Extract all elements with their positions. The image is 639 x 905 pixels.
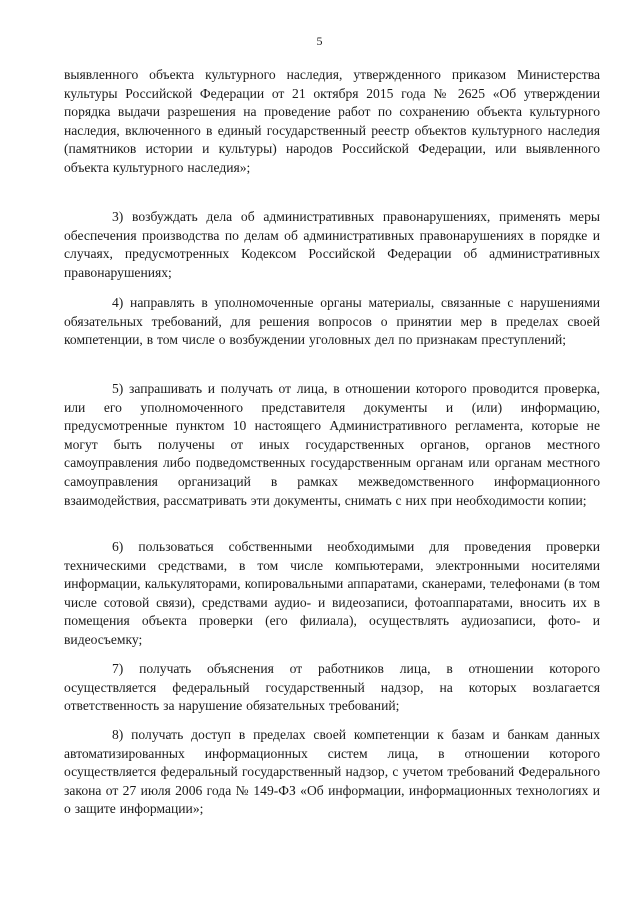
paragraph-item-7: 7) получать объяснения от работников лица, в отношении которого осуществляется федеральный государственный надзор, на которых возлагается ответственность за нарушение обязательных требований; — [64, 661, 600, 714]
paragraph-item-5: 5) запрашивать и получать от лица, в отношении которого проводится проверка, или его уполномоченного представителя документы и (или) информацию, предусмотренные пунктом 10 настоящего Административного регламента, которые не могут быть получены от иных государственных органов, органов местного самоуправления либо подведомственных государственным органам или органам местного самоуправления организаций в рамках межведомственного информационного взаимодействия, рассматривать эти документы, снимать с них при необходимости копии; — [64, 381, 600, 508]
paragraph-item-6: 6) пользоваться собственными необходимыми для проведения проверки техническими средствами, в том числе компьютерами, электронными носителями информации, калькуляторами, копировальными аппаратами, сканерами, телефонами (в том числе сотовой связи), средствами аудио- и видеозаписи, фотоаппаратами, вносить их в помещения объекта проверки (его филиала), осуществлять аудиозаписи, фото- и видеосъемку; — [64, 539, 600, 647]
paragraph-continuation: выявленного объекта культурного наследия, утвержденного приказом Министерства культуры Российской Федерации от 21 октября 2015 года № 2625 «Об утверждении порядка выдачи разрешения на проведение работ по сохранению объекта культурного наследия, включенного в единый государственный реестр объектов культурного наследия (памятников истории и культуры) народов Российской Федерации, или выявленного объекта культурного наследия»; — [64, 67, 600, 175]
paragraph-item-3: 3) возбуждать дела об административных правонарушениях, применять меры обеспечения производства по делам об административных правонарушениях в порядке и случаях, предусмотренных Кодексом Российской Федерации об административных правонарушениях; — [64, 209, 600, 280]
paragraph-item-8: 8) получать доступ в пределах своей компетенции к базам и банкам данных автоматизированных информационных систем лица, в отношении которого осуществляется федеральный государственный надзор, с учетом требований Федерального закона от 27 июля 2006 года № 149-ФЗ «Об информации, информационных технологиях и о защите информации»; — [64, 727, 600, 817]
paragraph-item-4: 4) направлять в уполномоченные органы материалы, связанные с нарушениями обязательных требований, для решения вопросов о принятии мер в пределах своей компетенции, в том числе о возбуждении уголовных дел по признакам преступлений; — [64, 295, 600, 348]
page-number: 5 — [316, 34, 323, 48]
